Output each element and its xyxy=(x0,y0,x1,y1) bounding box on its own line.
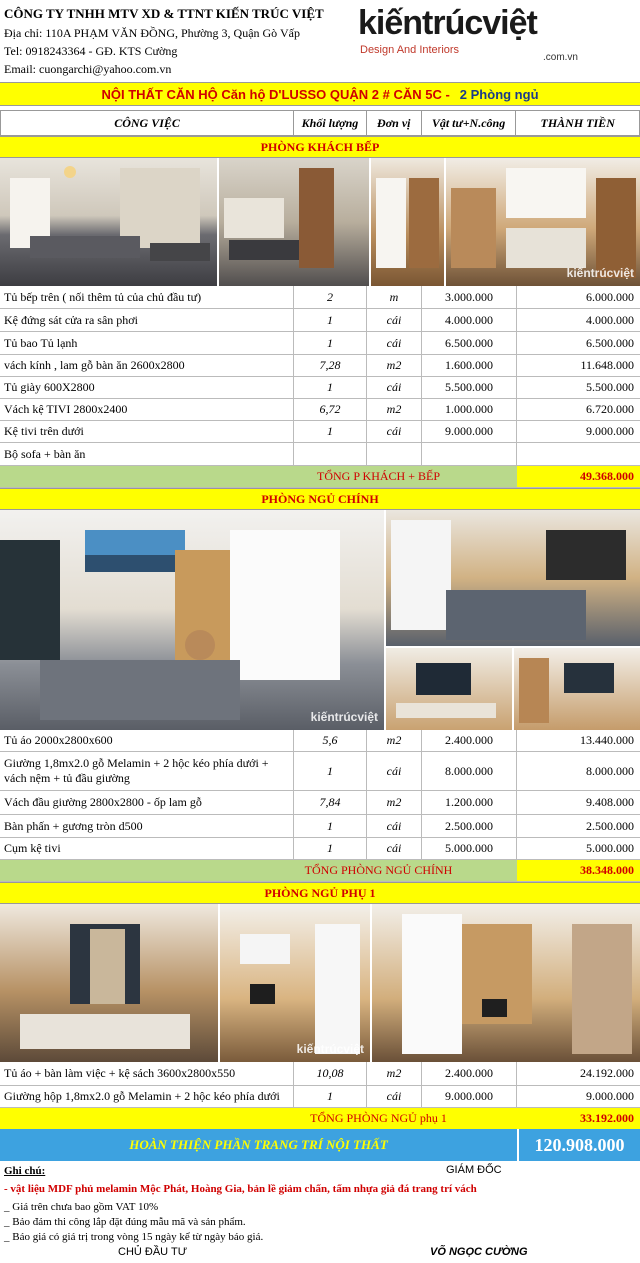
section-living-kitchen: PHÒNG KHÁCH BẾP xyxy=(0,136,640,158)
section-second-bedroom: PHÒNG NGỦ PHỤ 1 xyxy=(0,882,640,904)
grand-total-label: HOÀN THIỆN PHẦN TRANG TRÍ NỘI THẤT xyxy=(0,1129,517,1161)
living-photo-2 xyxy=(219,158,369,286)
notes-line: _ Báo giá có giá trị trong vòng 15 ngày kể từ ngày báo giá. xyxy=(4,1231,264,1243)
table-row: Vách kệ TIVI 2800x2400 6,72 m2 1.000.000 6.720.000 xyxy=(0,399,640,421)
watermark-3: kiếntrúcviệt xyxy=(296,1042,364,1056)
master-photo-group xyxy=(386,510,640,730)
director-name: VÕ NGỌC CƯỜNG xyxy=(430,1246,528,1258)
grand-total-value: 120.908.000 xyxy=(517,1129,640,1161)
col-header-task: CÔNG VIỆC xyxy=(1,111,294,135)
subtotal-value: 33.192.000 xyxy=(517,1108,640,1129)
subtotal-label: TỔNG PHÒNG NGỦ CHÍNH xyxy=(0,860,517,881)
table-row: Bộ sofa + bàn ăn xyxy=(0,443,640,466)
col-header-qty: Khối lượng xyxy=(294,111,367,135)
company-tel: Tel: 0918243364 - GĐ. KTS Cường xyxy=(4,44,178,58)
table-row: Tủ áo + bàn làm việc + kệ sách 3600x2800x550 10,08 m2 2.400.000 24.192.000 xyxy=(0,1062,640,1086)
col-header-price: Vật tư+N.công xyxy=(422,111,517,135)
bedroom2-photo-1 xyxy=(0,904,218,1062)
bedroom2-photo-3 xyxy=(372,904,640,1062)
kitchen-photo-2 xyxy=(446,158,640,286)
table-row: Vách đầu giường 2800x2800 - ốp lam gỗ 7,84 m2 1.200.000 9.408.000 xyxy=(0,791,640,815)
master-photo-2 xyxy=(386,510,640,646)
watermark-1: kiếntrúcviệt xyxy=(566,266,634,280)
header xyxy=(0,0,640,80)
table-row: Kệ đứng sát cửa ra sân phơi 1 cái 4.000.000 4.000.000 xyxy=(0,309,640,332)
quote-title xyxy=(0,82,640,106)
living-photo-1 xyxy=(0,158,217,286)
logo-subtitle: Design And Interiors xyxy=(360,44,460,56)
director-label: GIÁM ĐỐC xyxy=(446,1164,502,1176)
table-row: Giường hộp 1,8mx2.0 gỗ Melamin + 2 hộc kéo phía dưới 1 cái 9.000.000 9.000.000 xyxy=(0,1086,640,1108)
table-row: Cụm kệ tivi 1 cái 5.000.000 5.000.000 xyxy=(0,838,640,860)
table-row: Tủ bếp trên ( nối thêm tủ của chủ đầu tư) 2 m 3.000.000 6.000.000 xyxy=(0,286,640,309)
master-photo-small-group xyxy=(386,648,640,730)
subtotal-master-bedroom xyxy=(0,860,640,882)
notes-line: _ Giá trên chưa bao gồm VAT 10% xyxy=(4,1201,159,1213)
logo-text-2: việt xyxy=(482,4,537,42)
brand-logo xyxy=(358,4,580,66)
col-header-amount: THÀNH TIỀN xyxy=(540,115,615,130)
table-row: Tủ bao Tủ lạnh 1 cái 6.500.000 6.500.000 xyxy=(0,332,640,355)
subtotal-label: TỔNG PHÒNG NGỦ phụ 1 xyxy=(0,1108,517,1129)
watermark-2: kiếntrúcviệt xyxy=(310,710,378,724)
notes xyxy=(4,1164,634,1245)
table-row: Bàn phấn + gương tròn d500 1 cái 2.500.000 2.500.000 xyxy=(0,815,640,838)
bedroom2-photo-2 xyxy=(220,904,370,1062)
subtotal-value: 49.368.000 xyxy=(517,466,640,487)
master-photo-4 xyxy=(514,648,640,730)
notes-title: Ghi chú: xyxy=(4,1165,46,1177)
grand-total xyxy=(0,1129,640,1161)
notes-material: - vật liệu MDF phủ melamin Mộc Phát, Hoàng Gia, bản lề giảm chấn, tấm nhựa giả đá trang trí vách xyxy=(4,1183,477,1195)
table-row: Tủ áo 2000x2800x600 5,6 m2 2.400.000 13.440.000 xyxy=(0,730,640,752)
table-row: Tủ giày 600X2800 1 cái 5.500.000 5.500.000 xyxy=(0,377,640,399)
master-bedroom-images xyxy=(0,510,640,730)
col-header-unit: Đơn vị xyxy=(367,111,422,135)
company-name: CÔNG TY TNHH MTV XD & TTNT KIẾN TRÚC VIỆT xyxy=(4,6,324,21)
title-main: NỘI THẤT CĂN HỘ Căn hộ D'LUSSO QUẬN 2 # CĂN 5C - xyxy=(101,86,450,102)
title-rooms: 2 Phòng ngủ xyxy=(459,86,539,102)
column-header-row xyxy=(0,110,640,136)
table-row: Giường 1,8mx2.0 gỗ Melamin + 2 hộc kéo phía dưới + vách nệm + tủ đầu giường 1 cái 8.000.000 8.000.000 xyxy=(0,752,640,791)
owner-label: CHỦ ĐẦU TƯ xyxy=(118,1246,188,1258)
table-row: vách kính , lam gỗ bàn ăn 2600x2800 7,28 m2 1.600.000 11.648.000 xyxy=(0,355,640,377)
logo-url: .com.vn xyxy=(542,52,578,63)
logo-text-1: kiếntrúc xyxy=(358,4,483,42)
subtotal-label: TỔNG P KHÁCH + BẾP xyxy=(0,466,517,487)
subtotal-second-bedroom xyxy=(0,1108,640,1130)
kitchen-photo-1 xyxy=(371,158,444,286)
subtotal-living-kitchen xyxy=(0,466,640,488)
subtotal-value: 38.348.000 xyxy=(517,860,640,881)
section-master-bedroom: PHÒNG NGỦ CHÍNH xyxy=(0,488,640,510)
company-email: Email: cuongarchi@yahoo.com.vn xyxy=(4,62,172,76)
second-bedroom-images xyxy=(0,904,640,1062)
living-kitchen-images xyxy=(0,158,640,286)
master-photo-3 xyxy=(386,648,512,730)
notes-line: _ Bảo đảm thi công lắp đặt đúng mẫu mã và sản phẩm. xyxy=(4,1216,246,1228)
company-address: Địa chỉ: 110A PHẠM VĂN ĐỒNG, Phường 3, Quận Gò Vấp xyxy=(4,26,300,40)
table-row: Kệ tivi trên dưới 1 cái 9.000.000 9.000.000 xyxy=(0,421,640,443)
master-photo-1 xyxy=(0,510,384,730)
